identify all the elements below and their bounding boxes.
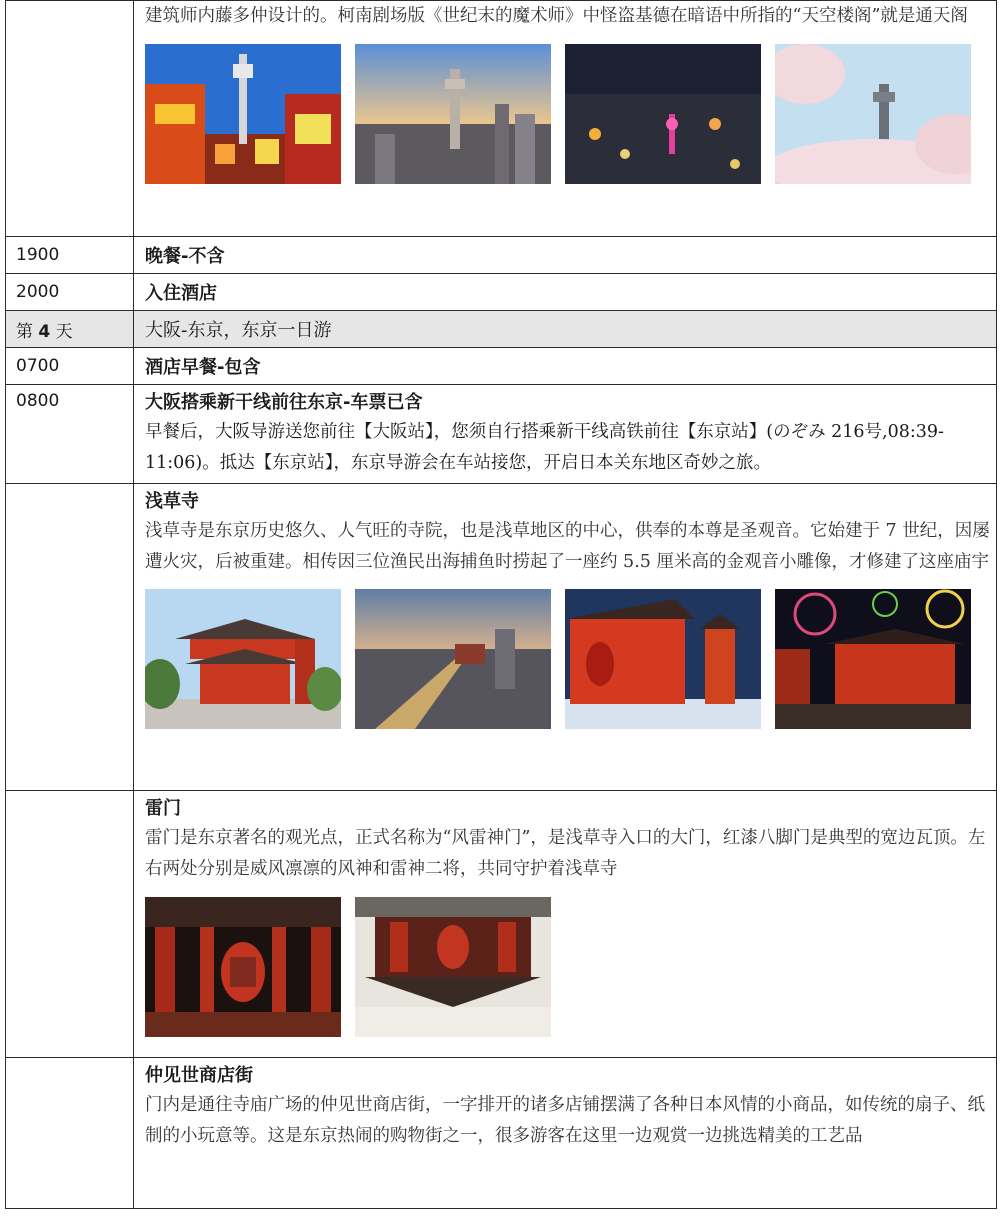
table-row	[6, 274, 997, 311]
content-cell	[134, 1, 997, 237]
day-header-row	[6, 311, 997, 348]
nakamise-description: 门内是通往寺庙广场的仲见世商店街，一字排开的诸多店铺摆满了各种日本风情的小商品，如传统的扇子、纸制的小玩意等。这是东京热闹的购物街之一，很多游客在这里一边观赏一边挑选精美的工艺品	[145, 1095, 985, 1146]
table-row	[6, 791, 997, 1058]
time-cell-empty	[6, 484, 134, 791]
kaminarimon-photos	[145, 897, 996, 1037]
time-cell: 0800	[6, 385, 134, 484]
time-cell: 2000	[6, 274, 134, 311]
time-cell: 1900	[6, 237, 134, 274]
table-row	[6, 237, 997, 274]
time-cell: 0700	[6, 348, 134, 385]
sensoji-title: 浅草寺	[145, 491, 199, 512]
sensoji-night-snow-photo	[565, 589, 761, 729]
tsutenkaku-photos	[145, 44, 996, 184]
day-number: 4	[38, 321, 51, 342]
day-label	[6, 311, 134, 348]
table-row	[6, 484, 997, 791]
kaminarimon-reflection-photo	[355, 897, 551, 1037]
tsutenkaku-skyline-photo	[355, 44, 551, 184]
time-cell-empty	[6, 791, 134, 1058]
nakamise-title: 仲见世商店街	[145, 1065, 253, 1086]
kaminarimon-title: 雷门	[145, 798, 181, 819]
transfer-description: 早餐后，大阪导游送您前往【大阪站】，您须自行搭乘新干线高铁前往【东京站】(のぞみ 216号,08:39-11:06)。抵达【东京站】，东京导游会在车站接您，开启日本关东地区奇妙之旅。	[145, 422, 944, 473]
table-row	[6, 385, 997, 484]
tsutenkaku-cherry-blossom-photo	[775, 44, 971, 184]
transfer-title: 大阪搭乘新干线前往东京-车票已含	[145, 392, 423, 413]
asakusa-dusk-photo	[355, 589, 551, 729]
kaminarimon-lantern-photo	[145, 897, 341, 1037]
sensoji-cell	[134, 484, 997, 791]
day-suffix: 天	[50, 321, 73, 342]
tsutenkaku-description: 建筑师内藤多仲设计的。柯南剧场版《世纪末的魔术师》中怪盗基德在暗语中所指的“天空楼阁”就是通天阁	[145, 6, 968, 26]
nakamise-cell	[134, 1058, 997, 1209]
table-row	[6, 1058, 997, 1209]
kaminarimon-cell	[134, 791, 997, 1058]
sensoji-photos	[145, 589, 996, 729]
itinerary-table	[5, 0, 997, 1209]
activity-cell	[134, 385, 997, 484]
tsutenkaku-night-photo	[565, 44, 761, 184]
time-cell-empty	[6, 1058, 134, 1209]
table-row	[6, 1, 997, 237]
sensoji-fireworks-photo	[775, 589, 971, 729]
activity-cell: 酒店早餐-包含	[134, 348, 997, 385]
table-row	[6, 348, 997, 385]
day-title: 大阪-东京，东京一日游	[134, 311, 997, 348]
sensoji-day-photo	[145, 589, 341, 729]
kaminarimon-description: 雷门是东京著名的观光点，正式名称为“风雷神门”，是浅草寺入口的大门，红漆八脚门是典型的宽边瓦顶。左右两处分别是威风凛凛的风神和雷神二将，共同守护着浅草寺	[145, 828, 986, 879]
day-prefix: 第	[16, 321, 39, 342]
time-cell-empty	[6, 1, 134, 237]
sensoji-description: 浅草寺是东京历史悠久、人气旺的寺院，也是浅草地区的中心，供奉的本尊是圣观音。它始建于 7 世纪，因屡遭火灾，后被重建。相传因三位渔民出海捕鱼时捞起了一座约 5.5 厘米高的金观音小雕像，才修建了这座庙宇	[145, 521, 990, 572]
tsutenkaku-street-photo	[145, 44, 341, 184]
activity-cell: 入住酒店	[134, 274, 997, 311]
activity-cell: 晚餐-不含	[134, 237, 997, 274]
